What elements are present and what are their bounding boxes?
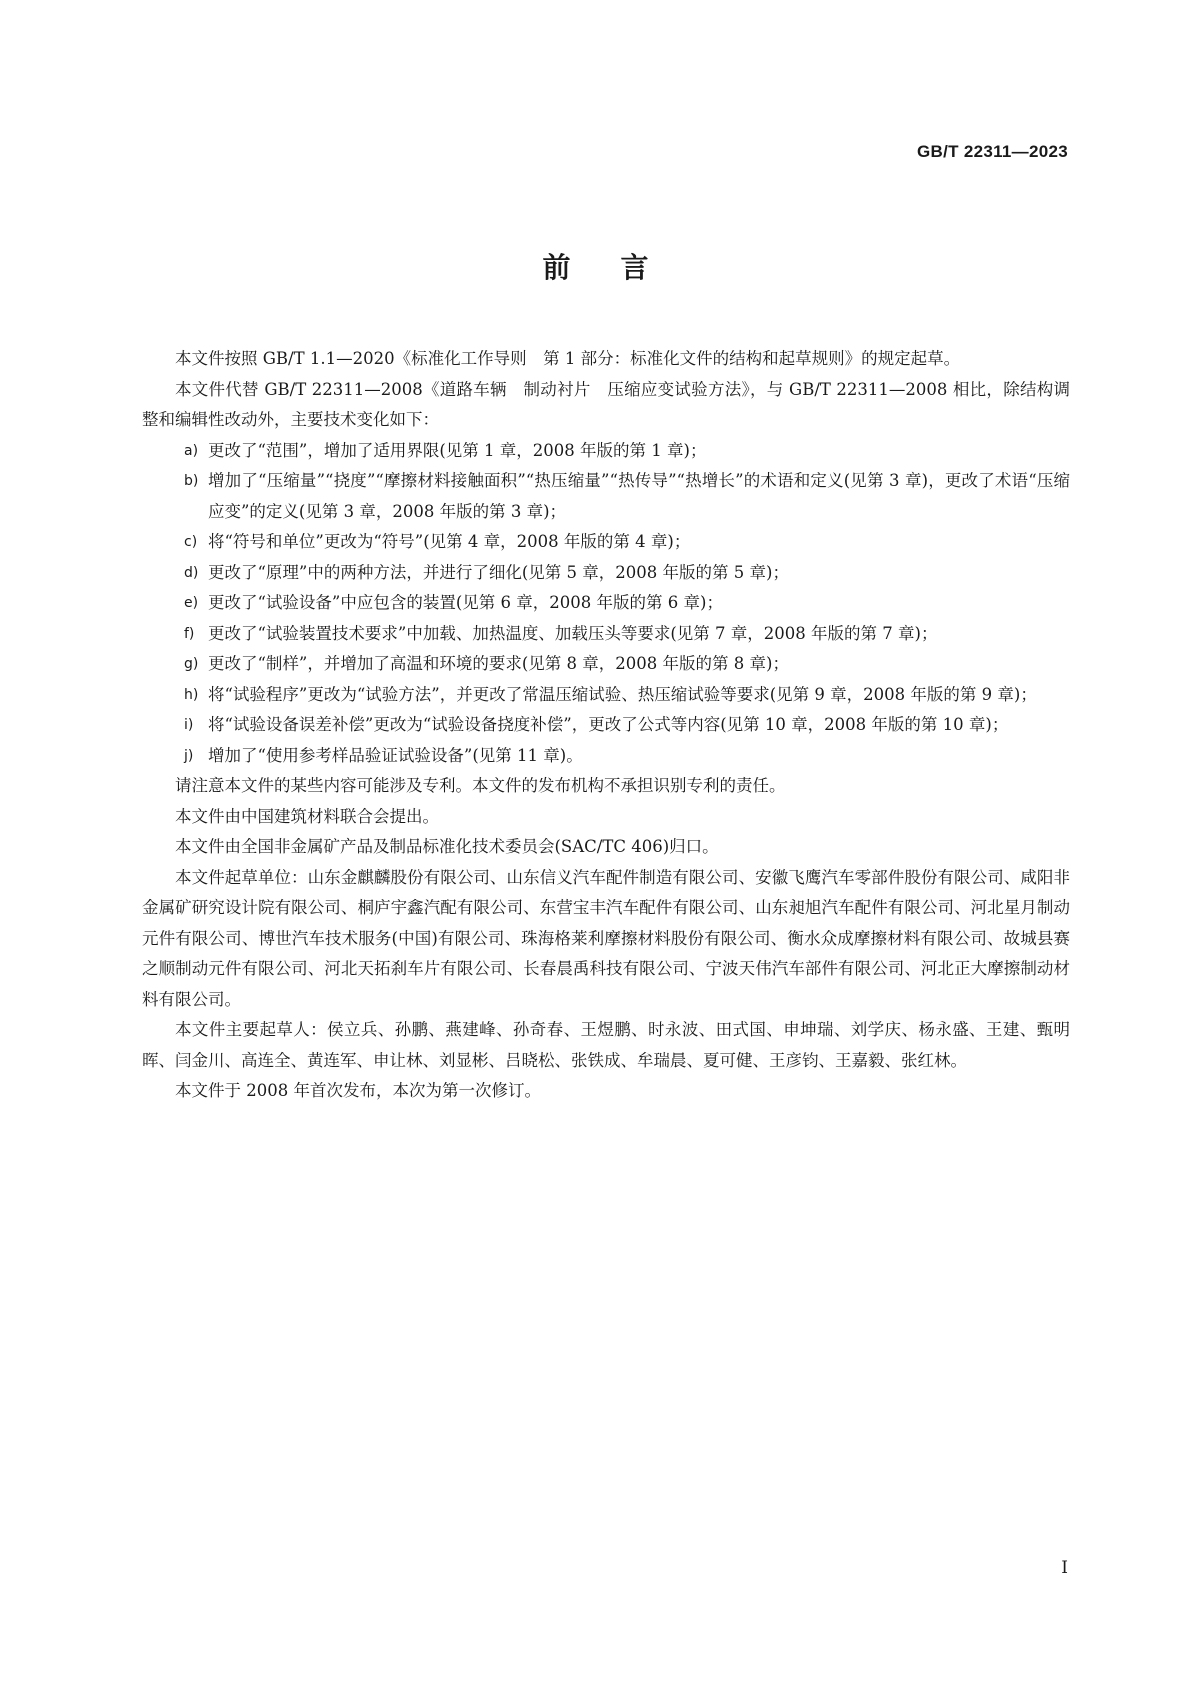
list-item bbox=[142, 436, 1070, 467]
list-item-text: 更改了“试验设备”中应包含的装置(见第 6 章，2008 年版的第 6 章)； bbox=[208, 593, 723, 612]
intro-paragraph: 本文件按照 GB/T 1.1—2020《标准化工作导则 第 1 部分：标准化文件的结构和起草规则》的规定起草。 bbox=[175, 349, 961, 368]
list-item-text: 更改了“范围”，增加了适用界限(见第 1 章，2008 年版的第 1 章)； bbox=[208, 440, 707, 460]
list-item-marker: h) bbox=[184, 686, 199, 703]
document-body bbox=[142, 344, 1070, 1107]
list-item bbox=[142, 588, 1070, 619]
list-item bbox=[142, 619, 1070, 650]
page-title: 前言 bbox=[542, 251, 699, 284]
list-item-marker: j) bbox=[184, 747, 194, 764]
list-item-marker: e) bbox=[184, 595, 199, 611]
list-item-text: 增加了“压缩量”“挠度”“摩擦材料接触面积”“热压缩量”“热传导”“热增长”的术语和定义(见第 3 章)，更改了术语“压缩应变”的定义(见第 3 章，2008 年版的第 3 章)； bbox=[208, 471, 1070, 521]
drafting-persons: 本文件主要起草人：侯立兵、孙鹏、燕建峰、孙奇春、王煜鹏、时永波、田式国、申坤瑞、刘学庆、杨永盛、王建、甄明晖、闫金川、高连全、黄连军、申让林、刘显彬、吕晓松、张铁成、牟瑞晨、夏可健、王彦钧、王嘉毅、张红林。 bbox=[142, 1020, 1070, 1070]
list-item bbox=[142, 741, 1070, 772]
list-item-marker: i) bbox=[184, 717, 194, 733]
drafting-organizations: 本文件起草单位：山东金麒麟股份有限公司、山东信义汽车配件制造有限公司、安徽飞鹰汽车零部件股份有限公司、咸阳非金属矿研究设计院有限公司、桐庐宇鑫汽配有限公司、东营宝丰汽车配件有限公司、山东昶旭汽车配件有限公司、河北星月制动元件有限公司、博世汽车技术服务(中国)有限公司、珠海格莱利摩擦材料股份有限公司、衡水众成摩擦材料有限公司、故城县赛之顺制动元件有限公司、河北天拓刹车片有限公司、长春晨禹科技有限公司、宁波天伟汽车部件有限公司、河北正大摩擦制动材料有限公司。 bbox=[142, 867, 1070, 1009]
proposer-statement: 本文件由中国建筑材料联合会提出。 bbox=[175, 806, 439, 826]
list-item-text: 更改了“试验装置技术要求”中加载、加热温度、加载压头等要求(见第 7 章，2008 年版的第 7 章)； bbox=[208, 623, 938, 643]
list-item bbox=[142, 710, 1070, 741]
list-item-marker: d) bbox=[184, 564, 199, 581]
list-item bbox=[142, 649, 1070, 680]
list-item-marker: f) bbox=[184, 625, 195, 642]
list-item-text: 更改了“原理”中的两种方法，并进行了细化(见第 5 章，2008 年版的第 5 章)； bbox=[208, 562, 789, 582]
list-item bbox=[142, 527, 1070, 558]
technical-changes-list bbox=[142, 436, 1070, 772]
committee-statement: 本文件由全国非金属矿产品及制品标准化技术委员会(SAC/TC 406)归口。 bbox=[175, 837, 719, 856]
list-item-marker: b) bbox=[184, 473, 199, 489]
list-item-marker: c) bbox=[184, 534, 198, 550]
list-item-text: 将“试验程序”更改为“试验方法”，并更改了常温压缩试验、热压缩试验等要求(见第 9 章，2008 年版的第 9 章)； bbox=[208, 684, 1037, 704]
list-item-marker: a) bbox=[184, 442, 199, 459]
list-item bbox=[142, 558, 1070, 589]
list-item-text: 将“试验设备误差补偿”更改为“试验设备挠度补偿”，更改了公式等内容(见第 10 章，2008 年版的第 10 章)； bbox=[208, 715, 1009, 734]
list-item bbox=[142, 466, 1070, 527]
list-item-text: 增加了“使用参考样品验证试验设备”(见第 11 章)。 bbox=[208, 745, 583, 765]
list-item-marker: g) bbox=[184, 656, 199, 672]
list-item-text: 将“符号和单位”更改为“符号”(见第 4 章，2008 年版的第 4 章)； bbox=[208, 532, 691, 551]
page-number: I bbox=[1061, 1558, 1068, 1578]
list-item-text: 更改了“制样”，并增加了高温和环境的要求(见第 8 章，2008 年版的第 8 章)； bbox=[208, 654, 789, 673]
standard-number: GB/T 22311—2023 bbox=[917, 142, 1068, 161]
revision-history: 本文件于 2008 年首次发布，本次为第一次修订。 bbox=[175, 1081, 541, 1100]
list-item bbox=[142, 680, 1070, 711]
intro-paragraph: 本文件代替 GB/T 22311—2008《道路车辆 制动衬片 压缩应变试验方法》，与 GB/T 22311—2008 相比，除结构调整和编辑性改动外，主要技术变化如下： bbox=[142, 379, 1070, 429]
patent-notice: 请注意本文件的某些内容可能涉及专利。本文件的发布机构不承担识别专利的责任。 bbox=[175, 776, 786, 795]
